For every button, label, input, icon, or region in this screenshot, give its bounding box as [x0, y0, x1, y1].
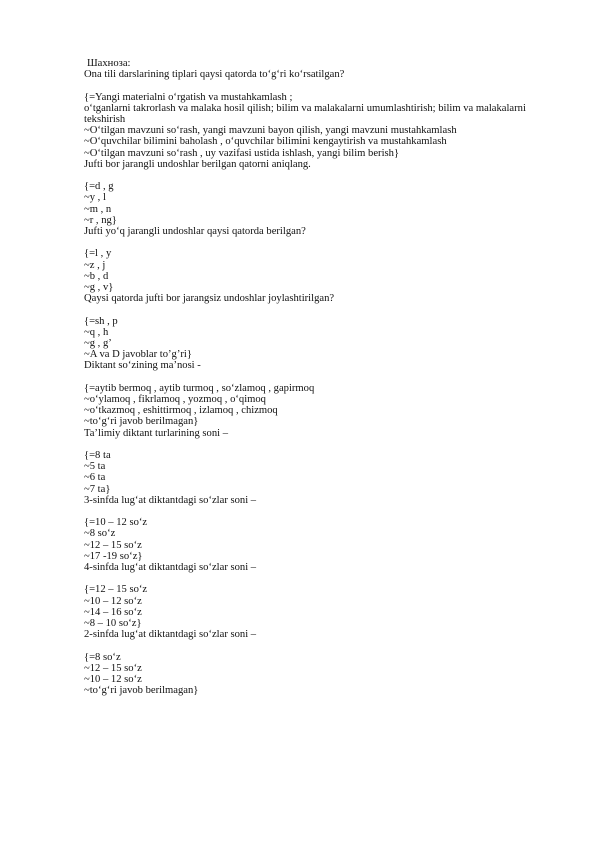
answer-option: ~O‘tilgan mavzuni so‘rash , uy vazifasi ustida ishlash, yangi bilim berish} [84, 147, 400, 159]
answer-option: ~y , l [84, 192, 106, 204]
answer-correct: {=8 so‘z [84, 651, 121, 663]
answer-option: ~g , v} [84, 282, 114, 294]
blank-line [84, 372, 554, 383]
question-9: 2-sinfda lug‘at diktantdagi so‘zlar soni – [84, 629, 257, 641]
blank-line [84, 304, 554, 315]
blank-line [84, 439, 554, 450]
blank-line [84, 640, 554, 651]
question-3: Jufti yo‘q jarangli undoshlar qaysi qatorda berilgan? [84, 226, 306, 238]
blank-line [84, 573, 554, 584]
answer-correct: {=10 – 12 so‘z [84, 517, 148, 529]
answer-option: ~17 -19 so‘z} [84, 550, 143, 562]
blank-line [84, 506, 554, 517]
answer-correct: {=8 ta [84, 450, 111, 462]
answer-correct: {=Yangi materialni o‘rgatish va mustahkamlash ; [84, 91, 293, 103]
answer-option: ~m , n [84, 203, 112, 215]
answer-option: ~7 ta} [84, 483, 111, 495]
answer-correct: {=12 – 15 so‘z [84, 584, 148, 596]
question-7: 3-sinfda lug‘at diktantdagi so‘zlar soni – [84, 494, 257, 506]
answer-option: ~O‘tilgan mavzuni so‘rash, yangi mavzuni bayon qilish, yangi mavzuni mustahkamlash [84, 125, 457, 137]
answer-option: ~6 ta [84, 472, 106, 484]
answer-option: ~to‘g‘ri javob berilmagan} [84, 685, 199, 697]
answer-option: ~10 – 12 so‘z [84, 595, 142, 607]
answer-continuation: o‘tganlarni takrorlash va malaka hosil qilish; bilim va malakalarni umumlashtirish; bilim va malakalarni tekshirish [84, 102, 526, 125]
answer-option: ~o‘ylamoq , fikrlamoq , yozmoq , o‘qimoq [84, 394, 266, 406]
answer-option: ~14 – 16 so‘z [84, 606, 142, 618]
answer-correct: {=sh , p [84, 315, 118, 327]
question-5: Diktant so‘zining ma’nosi - [84, 360, 201, 372]
answer-option: ~10 – 12 so‘z [84, 674, 142, 686]
answer-correct: {=d , g [84, 181, 114, 193]
answer-option: ~12 – 15 so‘z [84, 539, 142, 551]
answer-option: ~8 so‘z [84, 528, 116, 540]
blank-line [84, 170, 554, 181]
answer-option: ~g , g’ [84, 338, 112, 350]
answer-option: ~r , ng} [84, 214, 117, 226]
answer-option: ~5 ta [84, 461, 106, 473]
answer-option: ~8 – 10 so‘z} [84, 618, 142, 630]
question-1: Ona tili darslarining tiplari qaysi qatorda to‘g‘ri ko‘rsatilgan? [84, 69, 345, 81]
answer-correct: {=aytib bermoq , aytib turmoq , so‘zlamoq , gapirmoq [84, 382, 315, 394]
answer-option: ~O‘quvchilar bilimini baholash , o‘quvchilar bilimini kengaytirish va mustahkamlash [84, 136, 447, 148]
answer-option: ~q , h [84, 326, 109, 338]
answer-option: ~A va D javoblar to’g’ri} [84, 349, 192, 361]
answer-option: ~to‘g‘ri javob berilmagan} [84, 416, 199, 428]
answer-option: ~b , d [84, 270, 109, 282]
answer-option: ~12 – 15 so‘z [84, 662, 142, 674]
document-text [84, 58, 554, 696]
question-6: Ta’limiy diktant turlarining soni – [84, 427, 229, 439]
question-4: Qaysi qatorda jufti bor jarangsiz undoshlar joylashtirilgan? [84, 293, 335, 305]
answer-option: ~o‘tkazmoq , eshittirmoq , izlamoq , chizmoq [84, 405, 278, 417]
author-label: Шахноза: [87, 58, 131, 69]
answer-option: ~z , j [84, 259, 106, 271]
question-2: Jufti bor jarangli undoshlar berilgan qatorni aniqlang. [84, 158, 311, 170]
question-8: 4-sinfda lug‘at diktantdagi so‘zlar soni – [84, 562, 257, 574]
blank-line [84, 80, 554, 91]
answer-correct: {=l , y [84, 248, 112, 260]
blank-line [84, 237, 554, 248]
